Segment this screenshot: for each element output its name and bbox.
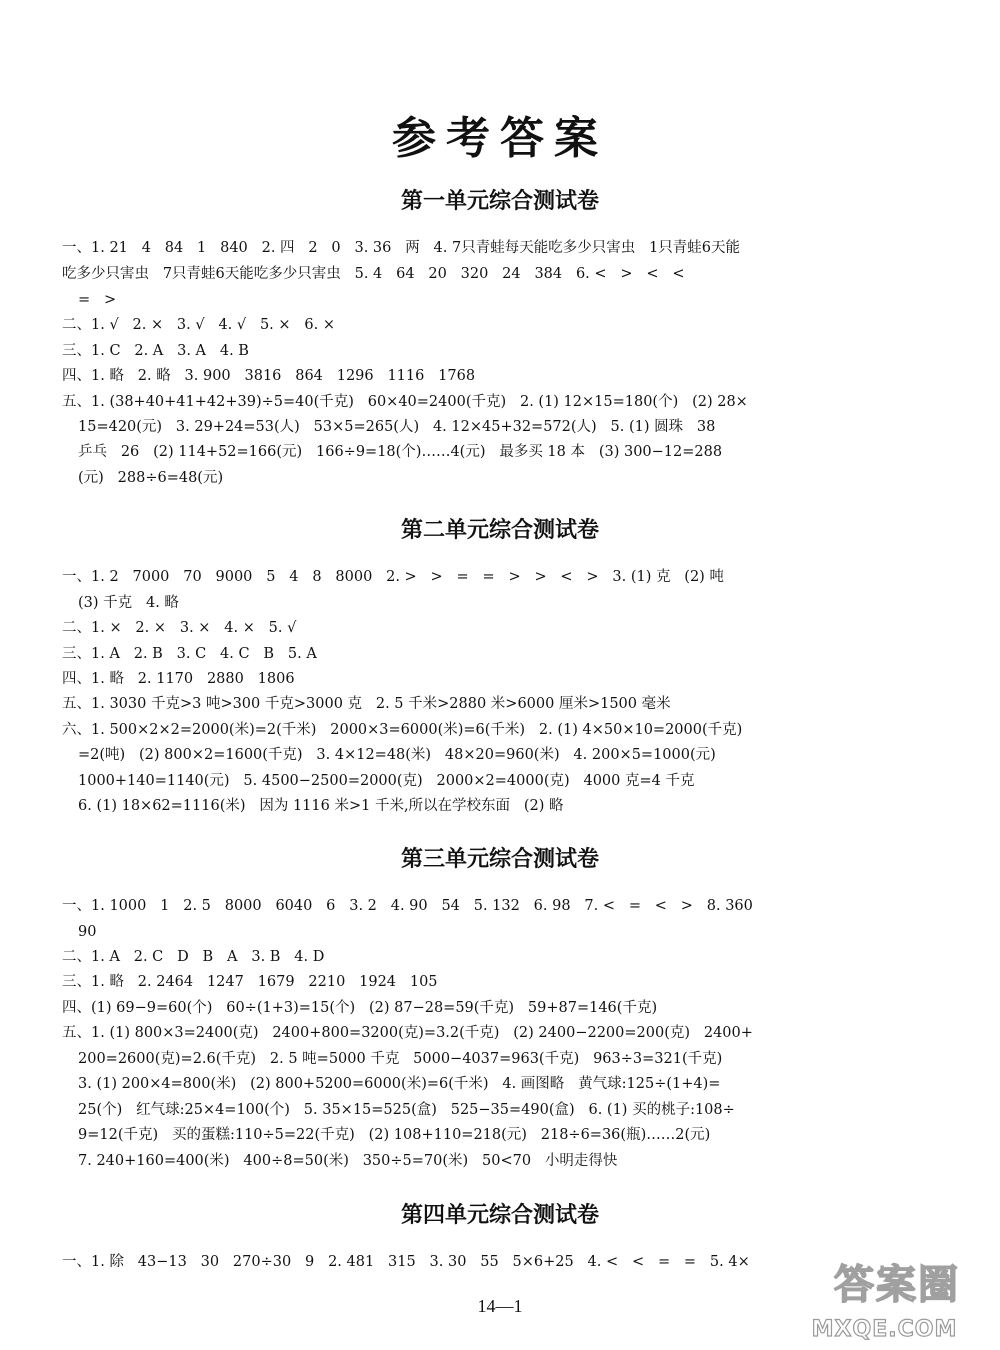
- section-heading-3: 第三单元综合测试卷: [400, 846, 599, 872]
- answer-line: (元) 288÷6=48(元): [78, 470, 224, 486]
- answer-line: 9=12(千克) 买的蛋糕:110÷5=22(千克) (2) 108+110=218(元) 218÷6=36(瓶)……2(元): [78, 1127, 711, 1143]
- answer-line: 90: [78, 924, 97, 940]
- answer-line: (3) 千克 4. 略: [78, 595, 179, 611]
- page-number: 14—1: [477, 1296, 523, 1316]
- section-heading-1: 第一单元综合测试卷: [400, 188, 599, 214]
- section-heading-4: 第四单元综合测试卷: [400, 1202, 599, 1228]
- answer-line: 四、1. 略 2. 1170 2880 1806: [62, 671, 295, 687]
- answer-line: 三、1. C 2. A 3. A 4. B: [62, 343, 249, 359]
- answer-line: 3. (1) 200×4=800(米) (2) 800+5200=6000(米)=6(千米) 4. 画图略 黄气球:125÷(1+4)=: [78, 1076, 721, 1092]
- watermark-logo: 答案圈: [834, 1262, 960, 1308]
- answer-line: 乒乓 26 (2) 114+52=166(元) 166÷9=18(个)……4(元) 最多买 18 本 (3) 300−12=288: [78, 444, 723, 460]
- answer-line: 四、1. 略 2. 略 3. 900 3816 864 1296 1116 1768: [62, 368, 476, 384]
- answer-line: 二、1. A 2. C D B A 3. B 4. D: [62, 949, 325, 965]
- page-title: 参考答案: [392, 113, 608, 164]
- answer-line: 一、1. 2 7000 70 9000 5 4 8 8000 2. > > = = > > < > 3. (1) 克 (2) 吨: [62, 569, 724, 585]
- answer-line: 一、1. 除 43−13 30 270÷30 9 2. 481 315 3. 30 55 5×6+25 4. < < = = 5. 4×: [62, 1254, 750, 1270]
- answer-line: 200=2600(克)=2.6(千克) 2. 5 吨=5000 千克 5000−4037=963(千克) 963÷3=321(千克): [78, 1051, 723, 1067]
- answer-line: 1000+140=1140(元) 5. 4500−2500=2000(克) 2000×2=4000(克) 4000 克=4 千克: [78, 773, 695, 789]
- answer-line: 25(个) 红气球:25×4=100(个) 5. 35×15=525(盒) 525−35=490(盒) 6. (1) 买的桃子:108÷: [78, 1102, 735, 1118]
- watermark-url: MXQE.COM: [811, 1317, 958, 1342]
- section-heading-2: 第二单元综合测试卷: [400, 517, 599, 543]
- answer-line: 六、1. 500×2×2=2000(米)=2(千米) 2000×3=6000(米)=6(千米) 2. (1) 4×50×10=2000(千克): [62, 722, 743, 738]
- answer-line: 二、1. √ 2. × 3. √ 4. √ 5. × 6. ×: [62, 317, 335, 333]
- answer-line: 三、1. 略 2. 2464 1247 1679 2210 1924 105: [62, 974, 438, 990]
- answer-line: 四、(1) 69−9=60(个) 60÷(1+3)=15(个) (2) 87−28=59(千克) 59+87=146(千克): [62, 1000, 658, 1016]
- answer-line: 一、1. 21 4 84 1 840 2. 四 2 0 3. 36 两 4. 7只青蛙每天能吃多少只害虫 1只青蛙6天能: [62, 240, 740, 256]
- answer-line: 二、1. × 2. × 3. × 4. × 5. √: [62, 620, 297, 636]
- answer-line: 五、1. 3030 千克>3 吨>300 千克>3000 克 2. 5 千米>2880 米>6000 厘米>1500 毫米: [62, 696, 671, 712]
- answer-line: 15=420(元) 3. 29+24=53(人) 53×5=265(人) 4. 12×45+32=572(人) 5. (1) 圆珠 38: [78, 419, 716, 435]
- answer-line: 吃多少只害虫 7只青蛙6天能吃多少只害虫 5. 4 64 20 320 24 384 6. < > < <: [62, 266, 685, 282]
- answer-line: 五、1. (38+40+41+42+39)÷5=40(千克) 60×40=2400(千克) 2. (1) 12×15=180(个) (2) 28×: [62, 394, 748, 410]
- answer-line: 五、1. (1) 800×3=2400(克) 2400+800=3200(克)=3.2(千克) (2) 2400−2200=200(克) 2400+: [62, 1025, 753, 1041]
- answer-line: 7. 240+160=400(米) 400÷8=50(米) 350÷5=70(米) 50<70 小明走得快: [78, 1153, 618, 1169]
- answer-line: 一、1. 1000 1 2. 5 8000 6040 6 3. 2 4. 90 54 5. 132 6. 98 7. < = < > 8. 360: [62, 898, 753, 914]
- answer-line: 6. (1) 18×62=1116(米) 因为 1116 米>1 千米,所以在学校东面 (2) 略: [78, 798, 564, 814]
- answer-line: = >: [78, 292, 117, 308]
- answer-line: 三、1. A 2. B 3. C 4. C B 5. A: [62, 646, 317, 662]
- answer-line: =2(吨) (2) 800×2=1600(千克) 3. 4×12=48(米) 48×20=960(米) 4. 200×5=1000(元): [78, 747, 716, 763]
